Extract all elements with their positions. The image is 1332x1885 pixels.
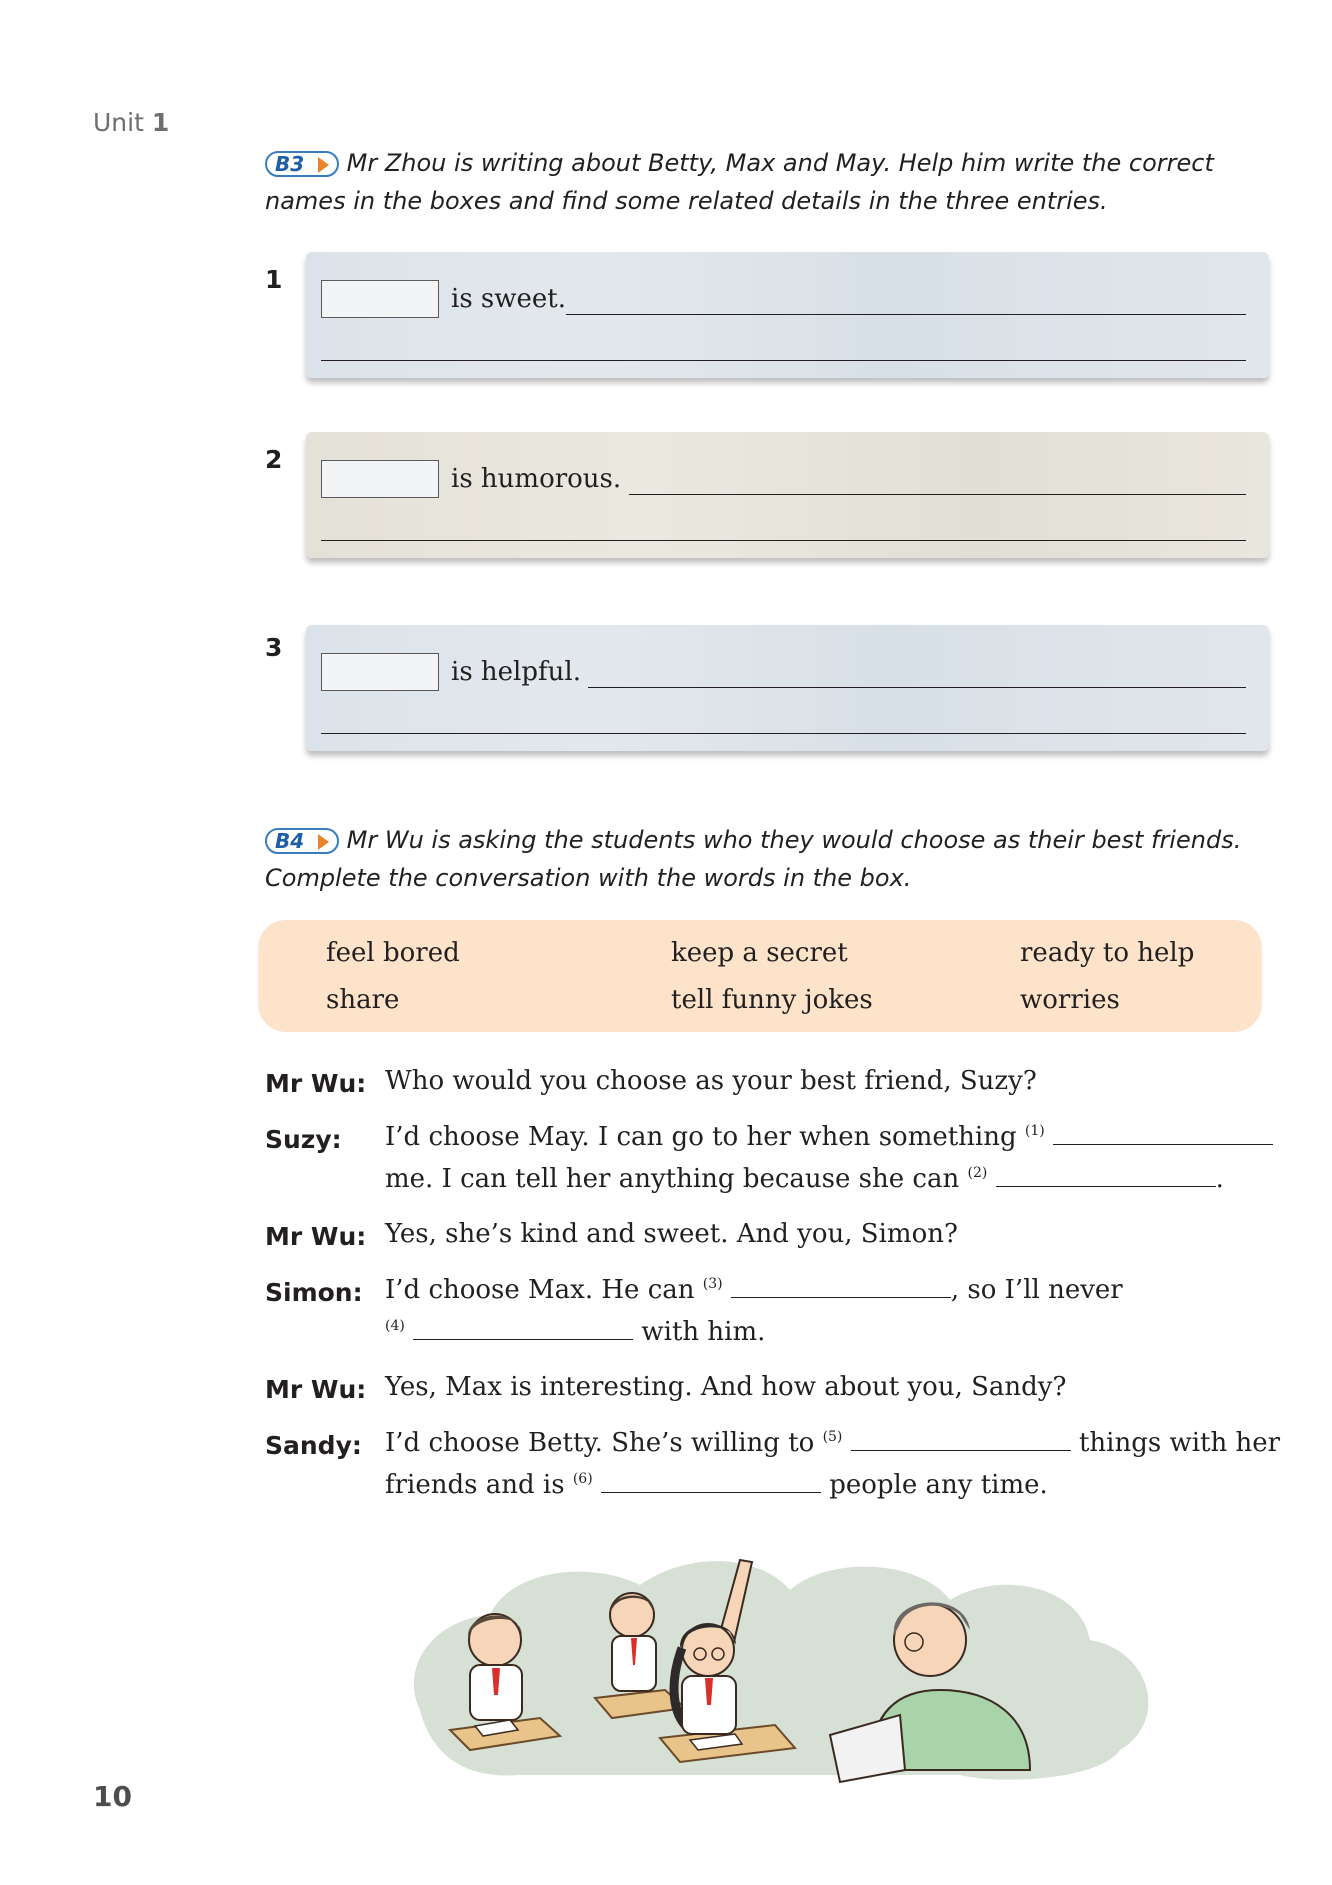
dialogue-line: me. I can tell her anything because she can $^{(2)}$ . (385, 1164, 1224, 1194)
word-option: tell funny jokes (671, 985, 873, 1015)
entry-text-2: is humorous. (451, 464, 622, 494)
speaker-label: Mr Wu: (265, 1375, 367, 1404)
blank-4[interactable] (413, 1317, 633, 1340)
entry-strip-1 (306, 252, 1269, 378)
entry-text-1: is sweet. (451, 284, 567, 314)
dialogue-line: Yes, Max is interesting. And how about you, Sandy? (385, 1372, 1067, 1402)
unit-header (93, 108, 169, 137)
dialogue-line: I’d choose Betty. She’s willing to $^{(5)}$ things with her (385, 1428, 1281, 1458)
name-box-1[interactable] (321, 280, 439, 318)
word-option: share (326, 985, 400, 1015)
student-head-2 (610, 1593, 654, 1637)
dialogue-line: I’d choose Max. He can $^{(3)}$ , so I’ll never (385, 1275, 1123, 1305)
word-option: feel bored (326, 938, 460, 968)
answer-line-1a[interactable] (566, 314, 1246, 315)
play-arrow-icon (318, 157, 329, 173)
name-box-3[interactable] (321, 653, 439, 691)
b3-instruction: Mr Zhou is writing about Betty, Max and May. Help him write the correct names in the boxes and find some related details in the three entries. (265, 149, 1214, 215)
speaker-label: Mr Wu: (265, 1222, 367, 1251)
dialogue-line: Who would you choose as your best friend, Suzy? (385, 1066, 1037, 1096)
word-option: worries (1020, 985, 1120, 1015)
speaker-label: Suzy: (265, 1125, 342, 1154)
dialogue-line: friends and is $^{(6)}$ people any time. (385, 1470, 1048, 1500)
dialogue-line: I’d choose May. I can go to her when something $^{(1)}$ (385, 1122, 1273, 1152)
b4-badge: B4 (265, 828, 339, 854)
answer-line-1b[interactable] (321, 360, 1246, 361)
name-box-2[interactable] (321, 460, 439, 498)
blank-3[interactable] (731, 1275, 951, 1298)
dialogue-line: $^{(4)}$ with him. (385, 1317, 766, 1347)
dialogue-line: Yes, she’s kind and sweet. And you, Simon? (385, 1219, 958, 1249)
blank-5[interactable] (851, 1428, 1071, 1451)
blank-1[interactable] (1053, 1122, 1273, 1145)
speaker-label: Simon: (265, 1278, 363, 1307)
answer-line-3a[interactable] (588, 687, 1246, 688)
item-number-3: 3 (265, 633, 283, 662)
word-option: ready to help (1020, 938, 1195, 968)
b4-instruction-block (265, 821, 1275, 897)
b4-instruction: Mr Wu is asking the students who they would choose as their best friends. Complete the conversation with the words in the box. (265, 826, 1242, 892)
entry-text-3: is helpful. (451, 657, 581, 687)
word-option: keep a secret (671, 938, 848, 968)
speaker-label: Mr Wu: (265, 1069, 367, 1098)
unit-number: 1 (151, 108, 170, 137)
answer-line-3b[interactable] (321, 733, 1246, 734)
b3-badge: B3 (265, 151, 339, 177)
play-arrow-icon (318, 834, 329, 850)
blank-6[interactable] (601, 1470, 821, 1493)
item-number-1: 1 (265, 265, 283, 294)
answer-line-2a[interactable] (629, 494, 1246, 495)
answer-line-2b[interactable] (321, 540, 1246, 541)
speaker-label: Sandy: (265, 1431, 362, 1460)
b3-instruction-block (265, 144, 1265, 220)
item-number-2: 2 (265, 445, 283, 474)
page-number: 10 (93, 1780, 132, 1813)
classroom-illustration (400, 1530, 1160, 1792)
entry-strip-2 (306, 432, 1269, 558)
unit-label: Unit (93, 108, 144, 137)
entry-strip-3 (306, 625, 1269, 751)
word-box (258, 920, 1262, 1032)
blank-2[interactable] (996, 1164, 1216, 1187)
